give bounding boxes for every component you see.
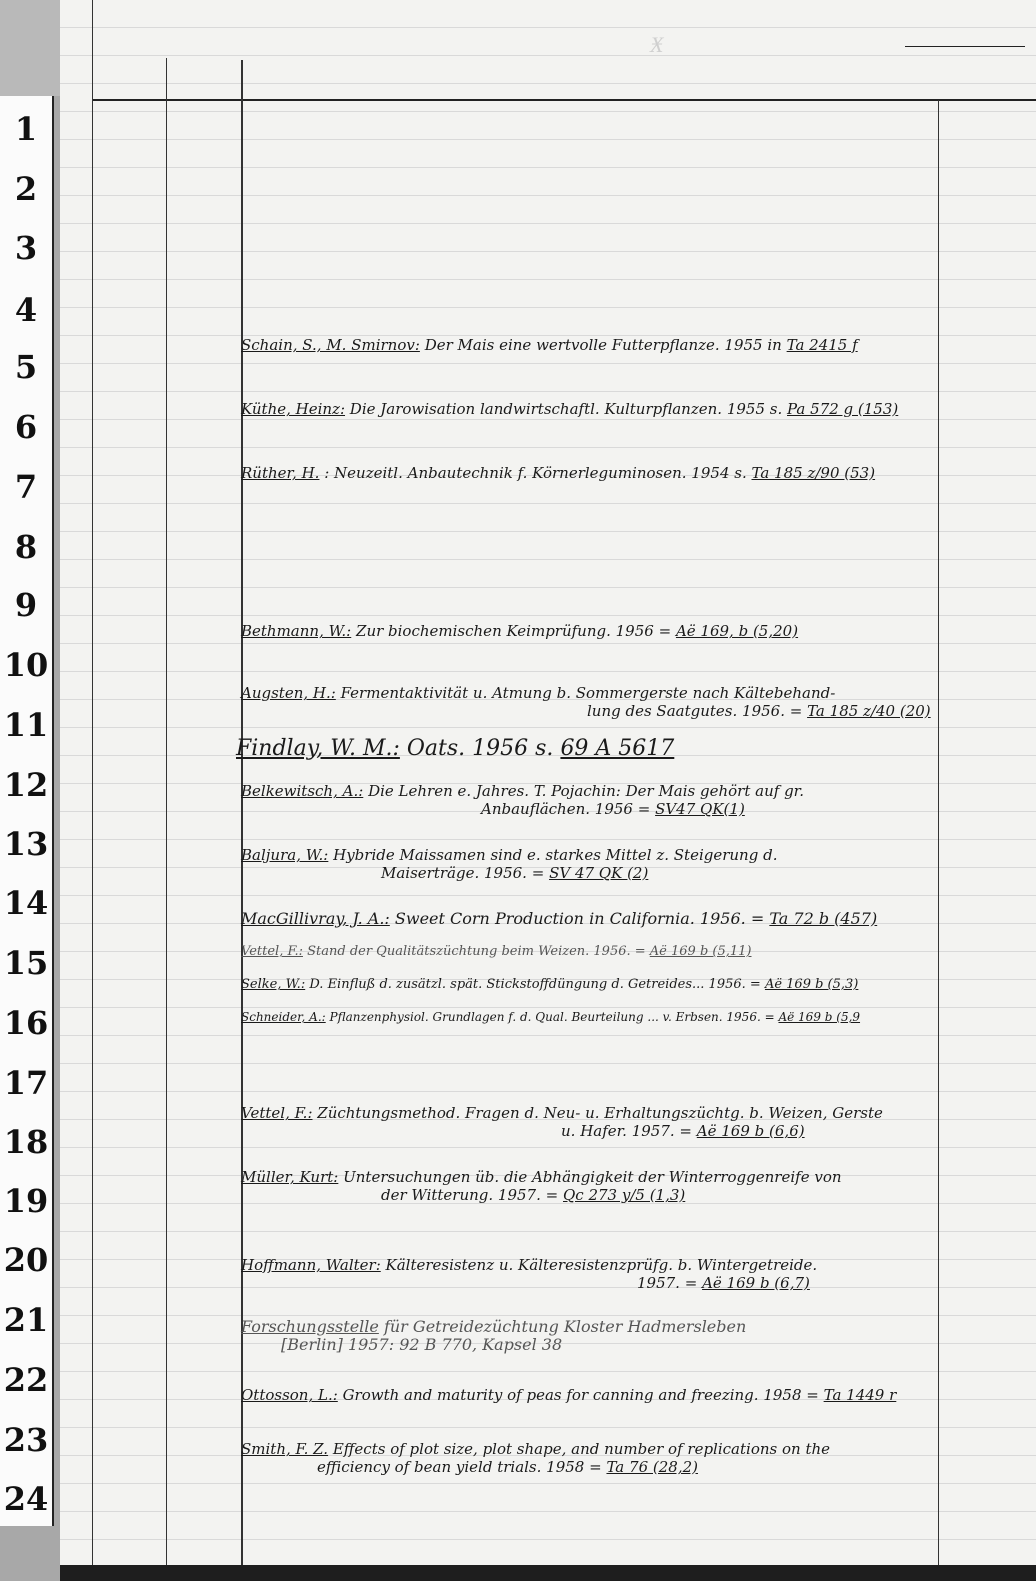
entry-author: Belkewitsch, A.:: [241, 782, 364, 800]
entry-signature: Pa 572 g (153): [787, 400, 899, 418]
entry-text: Growth and maturity of peas for canning and freezing. 1958 =: [342, 1386, 819, 1404]
header-rule: [92, 99, 1036, 101]
entry-author: Küthe, Heinz:: [241, 400, 346, 418]
entry-signature: Aë 169 b (5,3): [764, 977, 859, 992]
catalog-entry: [241, 464, 875, 482]
margin-top-block: [0, 0, 60, 96]
line-number: 6: [14, 408, 38, 446]
entry-text-continued: 1957. =: [637, 1274, 698, 1292]
entry-signature: 92 B 770, Kapsel 38: [399, 1335, 563, 1354]
line-number: 7: [14, 468, 38, 506]
entry-author: Selke, W.:: [241, 977, 306, 992]
entry-author: Findlay, W. M.:: [236, 736, 400, 761]
entry-text-continued: efficiency of bean yield trials. 1958 =: [317, 1458, 602, 1476]
entry-text-continued: [Berlin] 1957:: [281, 1335, 395, 1354]
entry-text: Untersuchungen üb. die Abhängigkeit der Winterroggenreife von: [343, 1168, 842, 1186]
line-number: 9: [14, 586, 38, 624]
line-number: 16: [3, 1004, 49, 1042]
line-number: 2: [14, 170, 38, 208]
line-number-column: [0, 96, 54, 1526]
entry-signature: Aë 169 b (6,6): [696, 1122, 805, 1140]
line-number: 4: [14, 291, 38, 329]
line-number: 1: [14, 110, 38, 148]
catalog-entry: [241, 782, 804, 818]
entry-text: Die Lehren e. Jahres. T. Pojachin: Der Mais gehört auf gr.: [368, 782, 804, 800]
entry-author: Vettel, F.:: [241, 944, 303, 959]
line-number: 24: [3, 1480, 49, 1518]
header-short-rule: [905, 46, 1025, 47]
line-number: 3: [14, 229, 38, 267]
entry-author: MacGillivray, J. A.:: [241, 909, 390, 928]
catalog-entry: [241, 976, 858, 994]
catalog-entry: [241, 336, 858, 354]
entry-author: Schain, S., M. Smirnov:: [241, 336, 420, 354]
entry-signature: Aë 169 b (5,9: [778, 1010, 861, 1024]
entry-signature: Qc 273 y/5 (1,3): [563, 1186, 686, 1204]
entry-signature: Ta 2415 f: [786, 336, 858, 354]
entry-signature: SV 47 QK (2): [549, 864, 649, 882]
line-number: 15: [3, 944, 49, 982]
entry-signature: Ta 72 b (457): [769, 909, 878, 928]
line-number: 11: [3, 706, 49, 744]
entry-text: Der Mais eine wertvolle Futterpflanze. 1955 in: [424, 336, 782, 354]
entry-author: Baljura, W.:: [241, 846, 329, 864]
line-number: 19: [3, 1182, 49, 1220]
entry-text: Zur biochemischen Keimprüfung. 1956 =: [356, 622, 672, 640]
catalog-entry: [241, 1168, 842, 1204]
line-number: 21: [3, 1301, 49, 1339]
entry-text-continued: Anbauflächen. 1956 =: [481, 800, 651, 818]
entry-text-continued: u. Hafer. 1957. =: [561, 1122, 692, 1140]
line-number: 8: [14, 528, 38, 566]
catalog-entry: [241, 400, 898, 418]
entry-signature: Ta 76 (28,2): [606, 1458, 698, 1476]
catalog-entry: [236, 736, 675, 761]
entry-author: Augsten, H.:: [241, 684, 336, 702]
entry-signature: Aë 169 b (6,7): [702, 1274, 810, 1292]
entry-text-continued: Maiserträge. 1956. =: [381, 864, 545, 882]
entry-text: Sweet Corn Production in California. 1956. =: [394, 909, 765, 928]
entry-signature: 69 A 5617: [560, 736, 675, 761]
catalog-entry: [241, 1008, 860, 1026]
catalog-entry: [241, 846, 777, 882]
entry-text: Die Jarowisation landwirtschaftl. Kulturpflanzen. 1955 s.: [349, 400, 783, 418]
faint-header-bleedthrough: Ӿ: [650, 33, 664, 58]
entry-signature: Aë 169, b (5,20): [675, 622, 799, 640]
entry-text: Fermentaktivität u. Atmung b. Sommergerste nach Kältebehand-: [340, 684, 836, 702]
entry-signature: Ta 185 z/40 (20): [807, 702, 931, 720]
page-bottom-edge: [60, 1565, 1036, 1581]
entry-text: Hybride Maissamen sind e. starkes Mittel z. Steigerung d.: [333, 846, 778, 864]
entry-text: Oats. 1956 s.: [406, 736, 554, 761]
catalog-entry: [241, 1318, 746, 1354]
page-left-rule: [92, 0, 93, 1565]
catalog-entry: [241, 943, 752, 961]
entry-text: Züchtungsmethod. Fragen d. Neu- u. Erhaltungszüchtg. b. Weizen, Gerste: [317, 1104, 883, 1122]
entry-text-continued: lung des Saatgutes. 1956. =: [587, 702, 803, 720]
entry-signature: Aë 169 b (5,11): [649, 944, 752, 959]
entry-text-continued: der Witterung. 1957. =: [381, 1186, 559, 1204]
entry-text: Effects of plot size, plot shape, and number of replications on the: [332, 1440, 831, 1458]
line-number: 17: [3, 1064, 49, 1102]
line-number: 13: [3, 825, 49, 863]
line-number: 20: [3, 1241, 49, 1279]
entry-text: Kälteresistenz u. Kälteresistenzprüfg. b. Wintergetreide.: [385, 1256, 818, 1274]
line-number: 5: [14, 348, 38, 386]
entry-author: Müller, Kurt:: [241, 1168, 339, 1186]
entry-author: Rüther, H.: [241, 464, 320, 482]
catalog-entry: [241, 684, 931, 720]
catalog-entry: [241, 910, 877, 928]
entry-author: Bethmann, W.:: [241, 622, 352, 640]
column-rule-1: [166, 58, 167, 1565]
entry-author: Smith, F. Z.: [241, 1440, 329, 1458]
entry-author: Schneider, A.:: [241, 1010, 326, 1024]
entry-text: für Getreidezüchtung Kloster Hadmersleben: [383, 1317, 747, 1336]
entry-author: Forschungsstelle: [241, 1317, 379, 1336]
line-number: 23: [3, 1421, 49, 1459]
entry-text: : Neuzeitl. Anbautechnik f. Körnerleguminosen. 1954 s.: [324, 464, 747, 482]
entry-author: Vettel, F.:: [241, 1104, 313, 1122]
line-number: 10: [3, 646, 49, 684]
catalog-entry: [241, 1104, 883, 1140]
entry-signature: SV47 QK(1): [655, 800, 745, 818]
catalog-entry: [241, 1440, 830, 1476]
catalog-entry: [241, 1386, 896, 1404]
entry-text: Pflanzenphysiol. Grundlagen f. d. Qual. Beurteilung ... v. Erbsen. 1956. =: [329, 1010, 775, 1024]
line-number: 18: [3, 1123, 49, 1161]
entry-signature: Ta 1449 r: [823, 1386, 897, 1404]
entry-signature: Ta 185 z/90 (53): [751, 464, 876, 482]
catalog-entry: [241, 1256, 817, 1292]
entry-text: Stand der Qualitätszüchtung beim Weizen. 1956. =: [307, 944, 646, 959]
catalog-entry: [241, 622, 798, 640]
entry-text: D. Einfluß d. zusätzl. spät. Stickstoffdüngung d. Getreides... 1956. =: [309, 977, 761, 992]
entry-author: Hoffmann, Walter:: [241, 1256, 381, 1274]
line-number: 12: [3, 766, 49, 804]
line-number: 22: [3, 1361, 49, 1399]
entry-author: Ottosson, L.:: [241, 1386, 338, 1404]
column-rule-3: [938, 100, 939, 1565]
line-number: 14: [3, 884, 49, 922]
